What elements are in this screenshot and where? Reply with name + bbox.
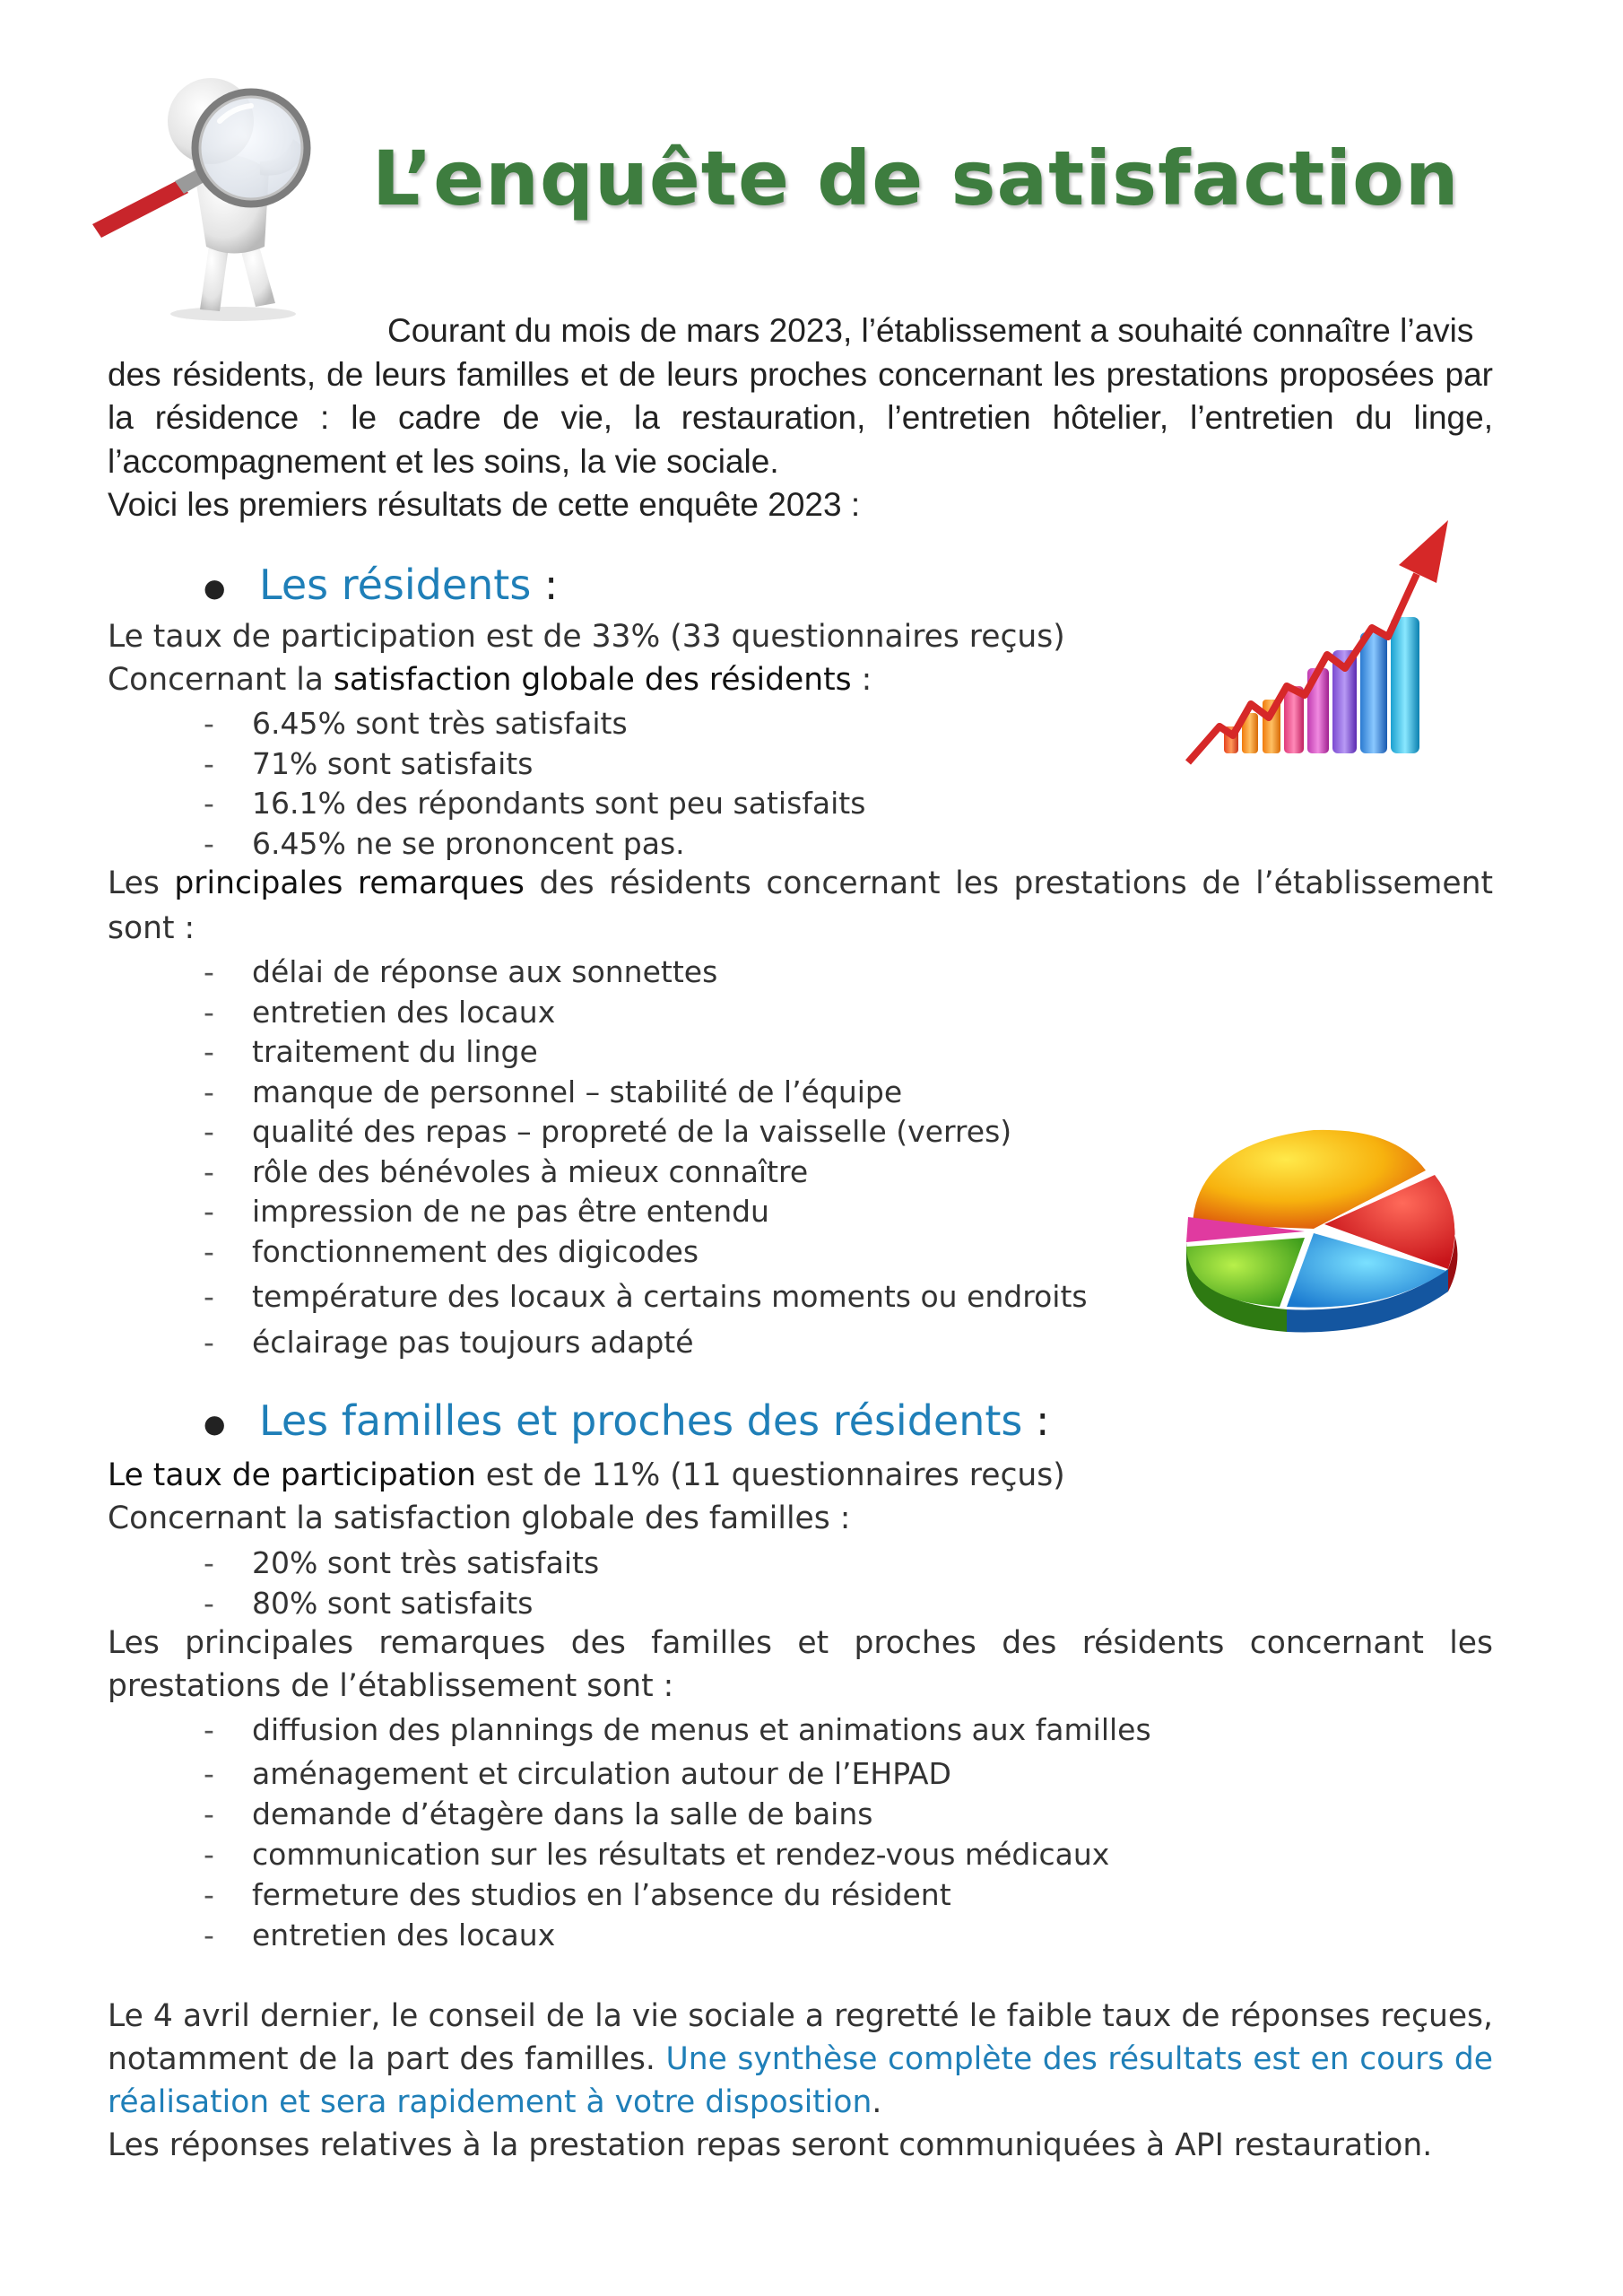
page-title: L’enquête de satisfaction: [372, 135, 1460, 222]
families-remarks-line1: Les principales remarques des familles et proches des résidents concernant les: [108, 1625, 1493, 1661]
list-item: - 80% sont satisfaits: [108, 1583, 599, 1623]
list-item: - qualité des repas – propreté de la vaisselle (verres): [108, 1112, 1088, 1152]
closing-line3: réalisation et sera rapidement à votre disposition.: [108, 2084, 882, 2120]
list-item: - aménagement et circulation autour de l’EHPAD: [108, 1753, 1151, 1794]
list-item: - diffusion des plannings de menus et animations aux familles: [108, 1709, 1151, 1750]
closing-line4: Les réponses relatives à la prestation repas seront communiquées à API restauration.: [108, 2127, 1433, 2163]
list-item: - température des locaux à certains moments ou endroits: [108, 1277, 1088, 1318]
list-item: - rôle des bénévoles à mieux connaître: [108, 1152, 1088, 1193]
pie-chart-icon: [1179, 1117, 1466, 1341]
bar-chart-arrow-icon: [1184, 511, 1471, 780]
families-participation: Le taux de participation est de 11% (11 questionnaires reçus): [108, 1457, 1065, 1493]
intro-results-line: Voici les premiers résultats de cette enquête 2023 :: [108, 486, 861, 523]
list-item: - 6.45% sont très satisfaits: [108, 704, 865, 744]
closing-line2: notamment de la part des familles. Une synthèse complète des résultats est en cours de: [108, 2041, 1494, 2077]
list-item: - 71% sont satisfaits: [108, 744, 865, 785]
list-item: - demande d’étagère dans la salle de bains: [108, 1794, 1151, 1834]
list-item: - 20% sont très satisfaits: [108, 1543, 599, 1583]
bullet-icon: ●: [204, 1409, 226, 1439]
list-item: - entretien des locaux: [108, 993, 1088, 1033]
list-item: - traitement du linge: [108, 1032, 1088, 1073]
residents-participation: Le taux de participation est de 33% (33 questionnaires reçus): [108, 619, 1065, 655]
families-remarks-list: [108, 1709, 1151, 1955]
list-item: - 16.1% des répondants sont peu satisfaits: [108, 784, 865, 824]
residents-remarks-line1: Les principales remarques des résidents concernant les prestations de l’établissement: [108, 865, 1493, 901]
residents-remarks-line2: sont :: [108, 910, 195, 946]
residents-remarks-list: [108, 952, 1088, 1362]
list-item: - entretien des locaux: [108, 1915, 1151, 1955]
list-item: - impression de ne pas être entendu: [108, 1192, 1088, 1232]
intro-line1: Courant du mois de mars 2023, l’établissement a souhaité connaître l’avis: [387, 312, 1474, 349]
families-remarks-line2: prestations de l’établissement sont :: [108, 1668, 674, 1704]
list-item: - 6.45% ne se prononcent pas.: [108, 824, 865, 865]
list-item: - fonctionnement des digicodes: [108, 1232, 1088, 1273]
bullet-icon: ●: [204, 573, 226, 603]
intro-paragraph: [108, 309, 1493, 527]
intro-text: des résidents, de leurs familles et de leurs proches concernant les prestations proposées par la résidence : le cadre de vie, la restauration, l’entretien hôtelier, l’entretien du linge, l’accompagnement et les soins, la vie sociale.: [108, 355, 1493, 480]
list-item: - délai de réponse aux sonnettes: [108, 952, 1088, 993]
magnifier-figure-icon: [85, 54, 345, 323]
families-satisfaction-line: Concernant la satisfaction globale des familles :: [108, 1500, 851, 1536]
families-satisfaction-list: [108, 1543, 599, 1623]
closing-line1: Le 4 avril dernier, le conseil de la vie sociale a regretté le faible taux de réponses reçues,: [108, 1998, 1493, 2034]
list-item: - fermeture des studios en l’absence du résident: [108, 1874, 1151, 1915]
residents-heading: ● Les résidents :: [204, 561, 559, 609]
families-heading: ● Les familles et proches des résidents :: [204, 1396, 1050, 1445]
list-item: - communication sur les résultats et rendez-vous médicaux: [108, 1834, 1151, 1874]
list-item: - manque de personnel – stabilité de l’équipe: [108, 1073, 1088, 1113]
residents-satisfaction-list: [108, 704, 865, 864]
residents-satisfaction-line: Concernant la satisfaction globale des résidents :: [108, 662, 872, 698]
list-item: - éclairage pas toujours adapté: [108, 1323, 1088, 1363]
